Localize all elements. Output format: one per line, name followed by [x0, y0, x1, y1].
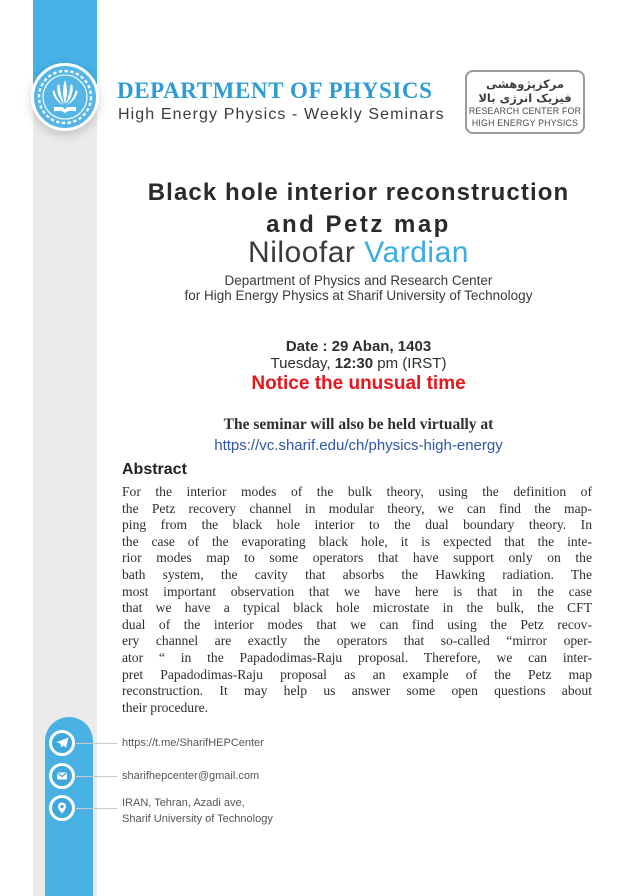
virtual-attendance-block	[97, 416, 620, 454]
university-seal-icon	[34, 66, 96, 128]
abstract-line: dual of the interior modes that we can find using the Petz recov-	[122, 616, 592, 632]
abstract-line: that we have a typical black hole microstate in the bulk, the CFT	[122, 600, 592, 616]
abstract-line: rior modes map to some operators that have support only on the	[122, 550, 592, 566]
email-address[interactable]: sharifhepcenter@gmail.com	[122, 770, 260, 782]
email-connector-line	[76, 776, 117, 777]
envelope-icon	[49, 763, 75, 789]
seminar-title	[97, 179, 620, 238]
research-center-farsi-line1: مرکزپژوهشی	[485, 77, 565, 91]
research-center-english-line2: HIGH ENERGY PHYSICS	[471, 117, 579, 128]
abstract-line: ping from the black hole interior to the dual boundary theory. In	[122, 517, 592, 533]
address-line1: IRAN, Tehran, Azadi ave,	[122, 797, 245, 809]
abstract-line: their procedure.	[122, 699, 209, 715]
abstract-section	[122, 461, 592, 716]
date-block	[97, 338, 620, 395]
seminar-title-line1: Black hole interior reconstruction	[147, 179, 570, 207]
abstract-line: bath system, the cavity that absorbs the Hawking radiation. The	[122, 566, 592, 582]
abstract-line: the Petz recovery channel in modular theory, we can find the map-	[122, 500, 592, 516]
seminar-time	[97, 355, 620, 372]
seminar-day: Tuesday,	[270, 355, 335, 372]
affiliation-line1: Department of Physics and Research Center	[224, 273, 493, 288]
seminar-title-line2: and Petz map	[266, 211, 451, 239]
speaker-name	[97, 236, 620, 270]
speaker-last-name: Vardian	[364, 236, 469, 269]
virtual-attendance-text: The seminar will also be held virtually at	[223, 416, 494, 433]
abstract-line: the case of the evaporating black hole, it is expected that the inte-	[122, 533, 592, 549]
affiliation-line2: for High Energy Physics at Sharif University of Technology	[184, 287, 533, 303]
abstract-line: reconstruction. It may help us answer some open questions about	[122, 683, 592, 699]
postal-address	[122, 795, 273, 827]
telegram-link[interactable]: https://t.me/SharifHEPCenter	[122, 737, 264, 749]
seminar-hour: 12:30	[334, 355, 374, 372]
map-pin-icon	[49, 795, 75, 821]
department-title: DEPARTMENT OF PHYSICS	[117, 78, 433, 103]
unusual-time-notice: Notice the unusual time	[251, 373, 466, 394]
abstract-line: most important observation that we have here is that in the case	[122, 583, 592, 599]
research-center-english-line1: RESEARCH CENTER FOR	[468, 106, 582, 116]
telegram-icon	[49, 730, 75, 756]
abstract-line: ator “ in the Papadodimas-Raju proposal. Therefore, we can inter-	[122, 649, 592, 665]
seminar-series-subtitle: High Energy Physics - Weekly Seminars	[118, 106, 445, 123]
sharif-university-logo	[31, 63, 99, 131]
abstract-heading: Abstract	[122, 461, 187, 478]
address-line2: Sharif University of Technology	[122, 813, 273, 825]
seminar-date: Date : 29 Aban, 1403	[285, 338, 432, 355]
seminar-timezone: pm (IRST)	[373, 355, 447, 372]
abstract-line: For the interior modes of the bulk theory, using the definition of	[122, 484, 592, 499]
speaker-first-name: Niloofar	[248, 236, 365, 269]
research-center-farsi-line2: فیزیک انرژی بالا	[478, 91, 572, 105]
telegram-connector-line	[76, 743, 117, 744]
abstract-line: pret Papadodimas-Raju proposal as an example of the Petz map	[122, 666, 592, 682]
location-connector-line	[76, 808, 117, 809]
research-center-badge	[465, 70, 585, 134]
speaker-affiliation	[97, 274, 620, 303]
abstract-line: ery channel are exactly the operators that so-called “mirror oper-	[122, 633, 592, 649]
virtual-meeting-link[interactable]: https://vc.sharif.edu/ch/physics-high-energy	[214, 437, 503, 454]
